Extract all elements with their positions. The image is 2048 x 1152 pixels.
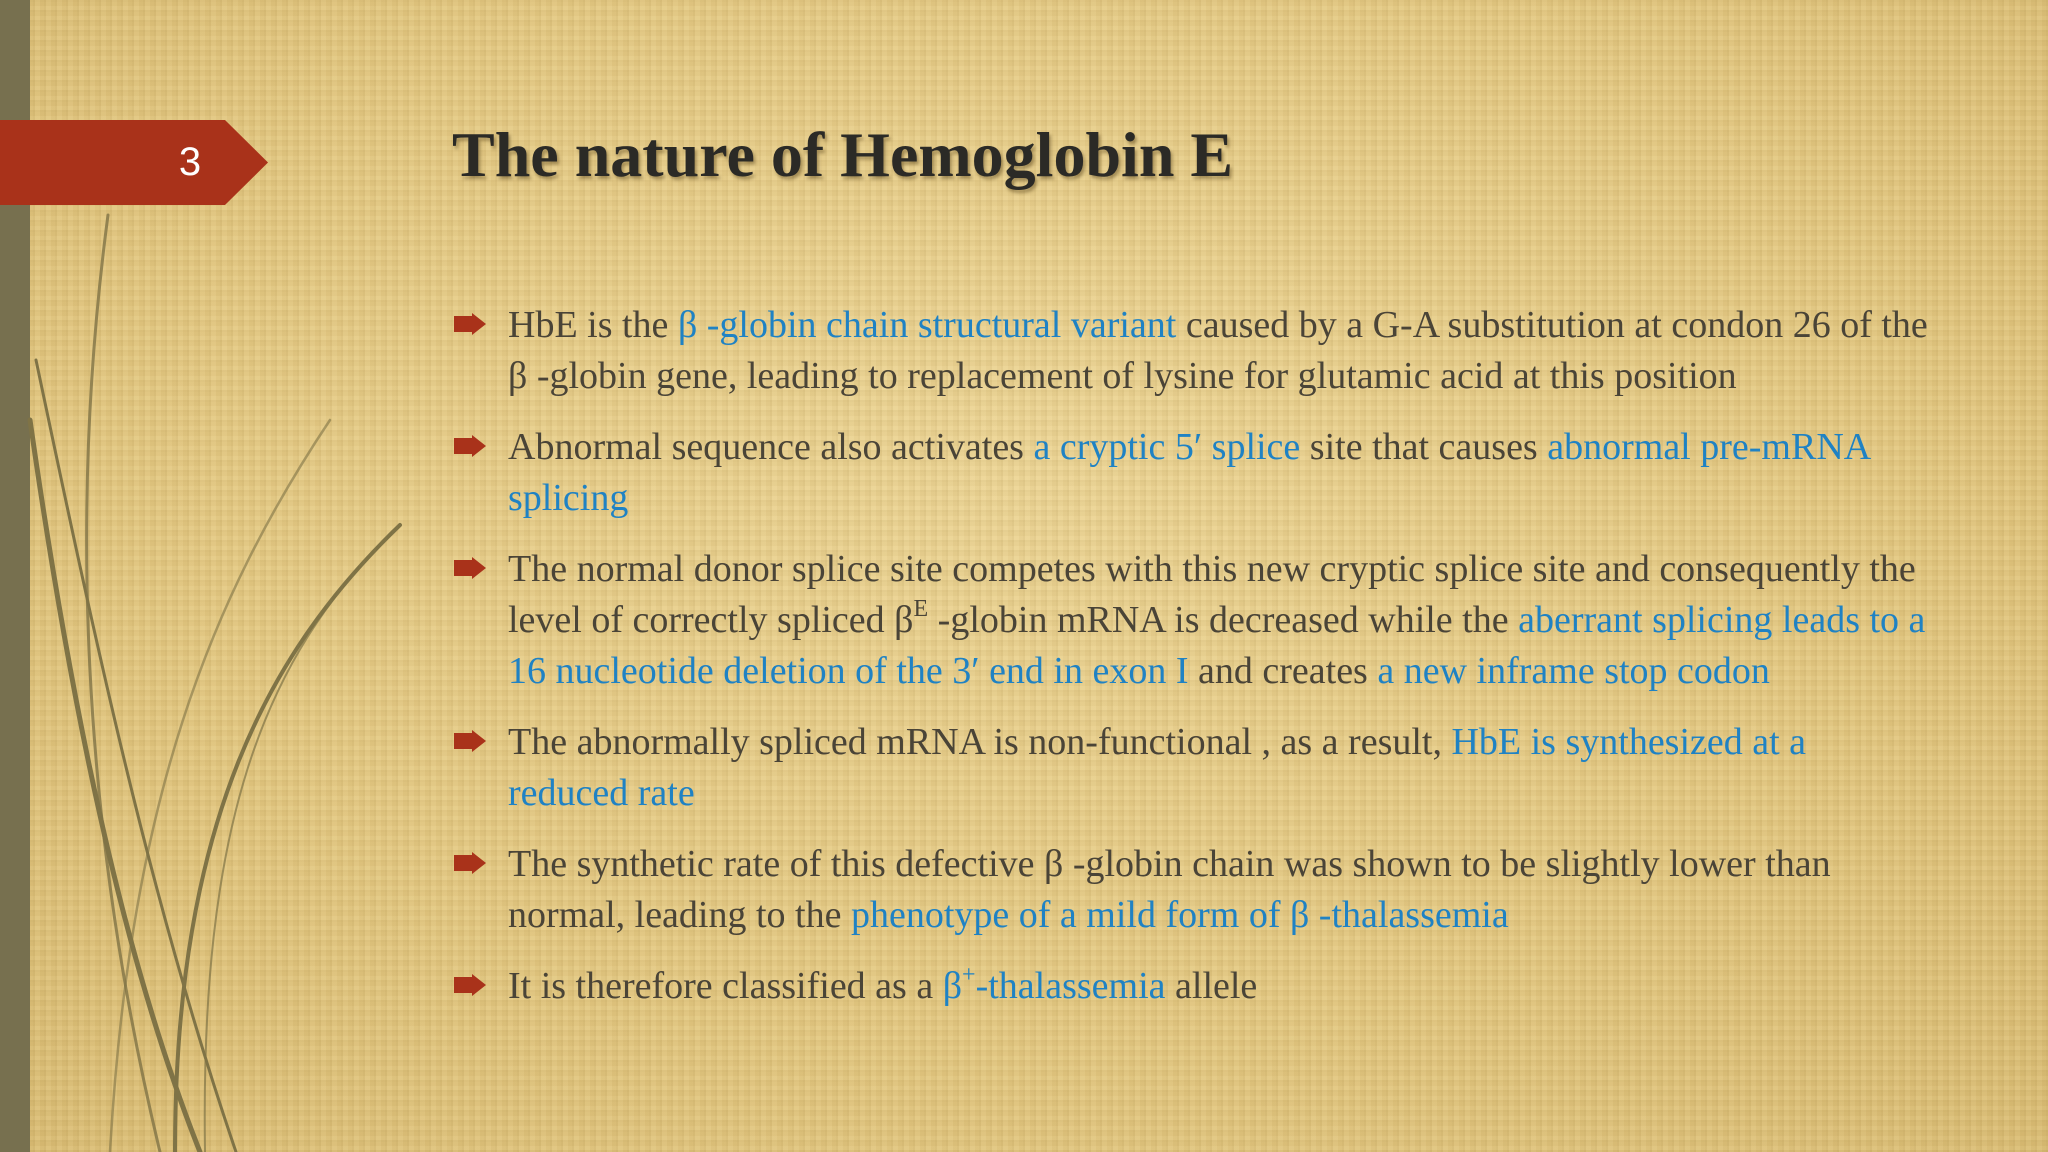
arrow-bullet-icon [454,557,486,579]
bullet-highlight: -thalassemia [975,965,1166,1007]
bullet-item [452,839,1932,941]
bullet-item [452,300,1932,402]
bullet-highlight: a cryptic 5′ splice [1033,426,1301,468]
bullet-list [452,300,1932,1032]
bullet-text: site that causes [1300,426,1548,468]
bullet-item [452,422,1932,524]
arrow-bullet-icon [454,313,486,335]
bullet-text: -globin mRNA is decreased while the [928,599,1519,641]
arrow-bullet-icon [454,852,486,874]
bullet-highlight: aberrant splicing leads to a 16 nucleotide deletion of the 3′ end in exon I [508,599,1926,692]
bullet-item [452,961,1932,1012]
bullet-highlight: β [942,965,963,1007]
bullet-item [452,544,1932,697]
bullet-text: The synthetic rate of this defective β -globin chain was shown to be slightly lower than normal, leading to the [508,843,1831,936]
superscript: + [962,962,976,989]
bullet-text: HbE is the [508,304,678,346]
arrow-bullet-icon [454,730,486,752]
bullet-text: and creates [1188,650,1378,692]
bullet-item [452,717,1932,819]
slide-number: 3 [178,140,202,184]
bullet-text: It is therefore classified as a [508,965,943,1007]
bullet-highlight: a new inframe stop codon [1377,650,1770,692]
bullet-text: Abnormal sequence also activates [508,426,1034,468]
bullet-highlight: β -globin chain structural variant [677,304,1177,346]
bullet-text: The normal donor splice site competes with this new cryptic splice site and consequently the level of correctly spliced β [508,548,1916,641]
arrow-bullet-icon [454,435,486,457]
arrow-bullet-icon [454,974,486,996]
bullet-text: The abnormally spliced mRNA is non-functional , as a result, [508,721,1452,763]
bullet-text: caused by a G-A substitution at condon 26 of the β -globin gene, leading to replacement of lysine for glutamic acid at this position [508,304,1928,397]
bullet-text: allele [1165,965,1258,1007]
bullet-highlight: HbE is synthesized at a reduced rate [508,721,1807,814]
slide-title: The nature of Hemoglobin E [452,119,1234,190]
superscript: E [913,596,929,623]
bullet-highlight: phenotype of a mild form of β -thalassemia [850,894,1509,936]
bullet-highlight: abnormal pre-mRNA splicing [508,426,1870,519]
